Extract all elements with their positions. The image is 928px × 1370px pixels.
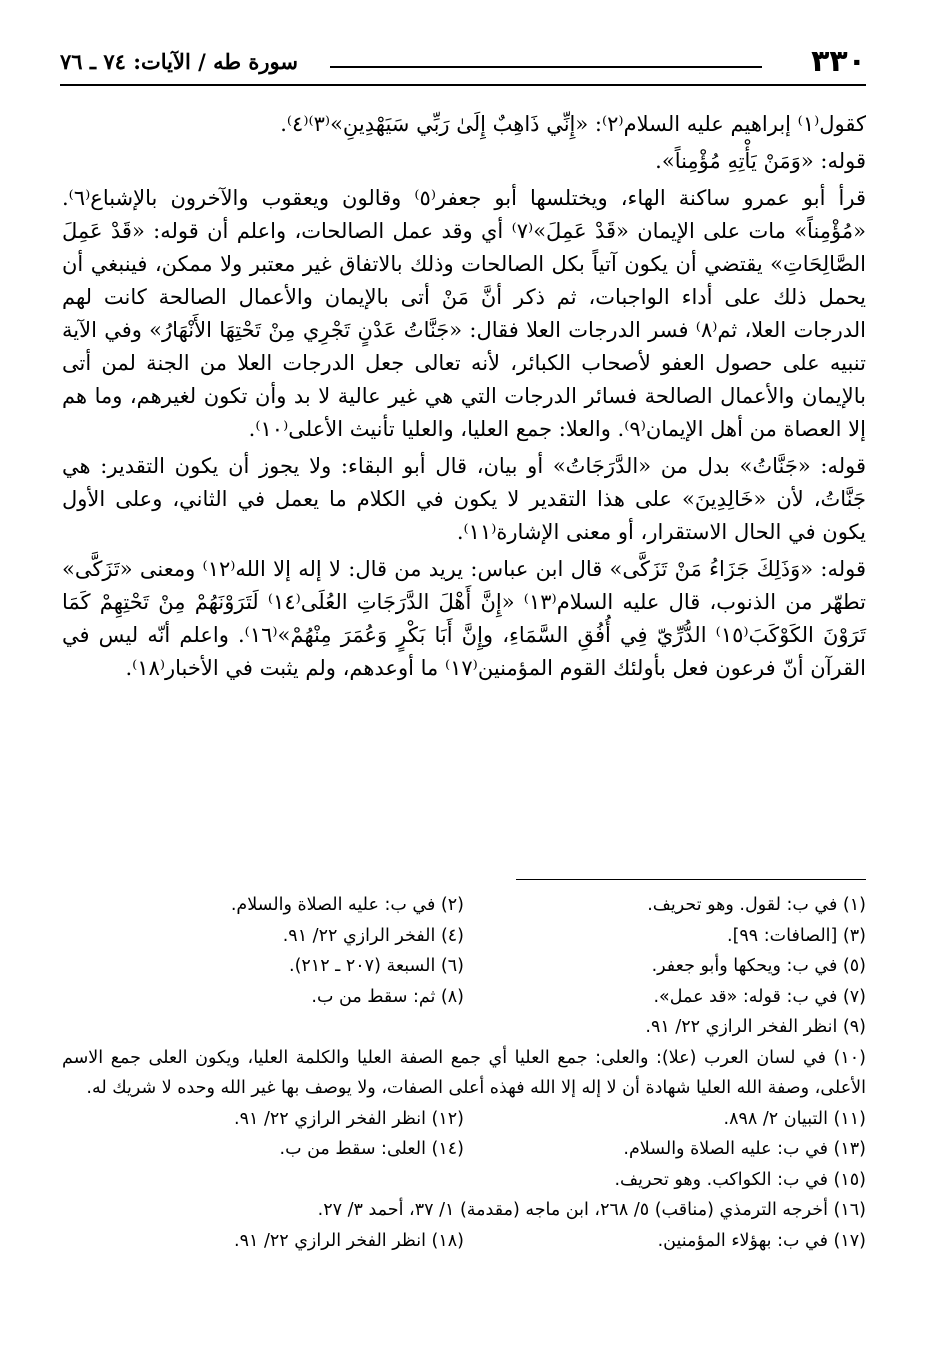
- footnote-1: (١) في ب: لقول. وهو تحريف.: [647, 895, 866, 915]
- footnote-5: (٥) في ب: ويحكها وأبو جعفر.: [651, 956, 866, 976]
- running-title: سورة طه / الآيات: ٧٤ ـ ٧٦: [60, 49, 298, 74]
- footnote-9: (٩) انظر الفخر الرازي ٢٢/ ٩١.: [645, 1017, 866, 1037]
- footnote-separator: [516, 879, 866, 880]
- footnote-row: [62, 951, 866, 982]
- page-number: ٣٣٠: [811, 44, 866, 79]
- footnote-row: [62, 982, 866, 1013]
- footnote-8: (٨) ثم: سقط من ب.: [311, 986, 464, 1007]
- footnote-2: (٢) في ب: عليه الصلاة والسلام.: [230, 895, 464, 915]
- paragraph-2: قوله: «وَمَنْ يَأْتِهِ مُؤْمِناً».: [655, 149, 866, 173]
- main-text: [62, 108, 866, 689]
- footnote-row: [62, 1226, 866, 1257]
- footnote-13: (١٣) في ب: عليه الصلاة والسلام.: [623, 1139, 866, 1159]
- footnote-10: (١٠) في لسان العرب (علا): والعلى: جمع العليا أي جمع الصفة العليا والكلمة العليا، ويكون العلى جمع الاسم الأعلى، وصفة الله العليا شهادة أن لا إله إلا الله فهذه أعلى الصفات، ولا يوصف بها غير الله وحده لا شريك له.: [62, 1047, 866, 1098]
- footnote-17: (١٧) في ب: بهؤلاء المؤمنين.: [657, 1230, 866, 1251]
- paragraph-1: كقول⁽١⁾ إبراهيم عليه السلام⁽٢⁾: «إِنِّي ذَاهِبٌ إِلَىٰ رَبِّي سَيَهْدِينِ»⁽٣⁾⁽٤⁾.: [280, 112, 866, 136]
- paragraph-5: قوله: «وَذَلِكَ جَزَاءُ مَنْ تَزَكَّى» قال ابن عباس: يريد من قال: لا إله إلا الله⁽١٢⁾ ومعنى «تَزَكَّى» تطهّر من الذنوب، قال عليه السلام⁽١٣⁾ «إِنَّ أَهْلَ الدَّرَجَاتِ العُلَى⁽١٤⁾ لَتَرَوْنَهُمْ مِنْ تَحْتِهِمْ كَمَا تَرَوْنَ الكَوْكَبَ⁽١٥⁾ الدُّرِّيّ فِي أُفُقِ السَّمَاءِ، وإِنَّ أَبَا بَكْرٍ وَعُمَرَ مِنْهُمْ»⁽١٦⁾. واعلم أنّه ليس في القرآن أنّ فرعون فعل بأولئك القوم المؤمنين⁽١٧⁾ ما أوعدهم، ولم يثبت في الأخبار⁽١٨⁾.: [62, 557, 866, 680]
- paragraph-3: قرأ أبو عمرو ساكنة الهاء، ويختلسها أبو جعفر⁽٥⁾ وقالون ويعقوب والآخرون بالإشباع⁽٦⁾. «مُؤْمِناً» مات على الإيمان «قَدْ عَمِلَ»⁽٧⁾ أي وقد عمل الصالحات، واعلم أن قوله: «قَدْ عَمِلَ الصَّالِحَاتِ» يقتضي أن يكون آتياً بكل الصالحات وذلك بالاتفاق غير معتبر ولا ممكن، فينبغي أن يحمل ذلك على أداء الواجبات، ثم ذكر أنَّ مَنْ أتى بالإيمان والأعمال الصالحة كانت لهم الدرجات العلا، ثم⁽٨⁾ فسر الدرجات العلا فقال: «جَنَّاتُ عَدْنٍ تَجْرِي مِنْ تَحْتِهَا الأَنْهَارُ» وفي الآية تنبيه على حصول العفو لأصحاب الكبائر، لأنه تعالى جعل الدرجات العلا من الجنة لمن أتى بالإيمان والأعمال الصالحة فسائر الدرجات التي هي غير عالية لا بد وأن تكون لغيرهم، وما هم إلا العصاة من أهل الإيمان⁽٩⁾. والعلا: جمع العليا، والعليا تأنيث الأعلى⁽١٠⁾.: [62, 186, 866, 441]
- footnote-12: (١٢) انظر الفخر الرازي ٢٢/ ٩١.: [234, 1108, 464, 1129]
- footnote-16: (١٦) أخرجه الترمذي (مناقب) ٥/ ٢٦٨، ابن ماجه (مقدمة) ١/ ٣٧، أحمد ٣/ ٢٧.: [317, 1200, 866, 1220]
- footnote-14: (١٤) العلى: سقط من ب.: [279, 1139, 464, 1159]
- page-header: [60, 40, 866, 88]
- paragraph-4: قوله: «جَنَّاتُ» بدل من «الدَّرَجَاتُ» أو بيان، قال أبو البقاء: ولا يجوز أن يكون التقدير: هي جَنَّاتُ، لأن «خَالِدِينَ» على هذا التقدير لا يكون في الكلام ما يعمل في الثاني، وعلى الأول يكون في الحال الاستقرار، أو معنى الإشارة⁽١١⁾.: [62, 454, 866, 544]
- footnote-3: (٣) [الصافات: ٩٩].: [727, 925, 866, 946]
- footnotes: [62, 890, 866, 1256]
- footnote-row: [62, 1134, 866, 1165]
- footnote-4: (٤) الفخر الرازي ٢٢/ ٩١.: [282, 925, 464, 946]
- footnote-15: (١٥) في ب: الكواكب. وهو تحريف.: [614, 1169, 866, 1190]
- header-rule: [330, 66, 762, 68]
- footnote-11: (١١) التبيان ٢/ ٨٩٨.: [723, 1108, 866, 1129]
- header-divider: [60, 84, 866, 86]
- footnote-18: (١٨) انظر الفخر الرازي ٢٢/ ٩١.: [234, 1230, 464, 1251]
- footnote-row: [62, 890, 866, 921]
- footnote-row: [62, 921, 866, 952]
- footnote-6: (٦) السبعة (٢٠٧ ـ ٢١٢).: [289, 956, 464, 976]
- footnote-row: [62, 1104, 866, 1135]
- footnote-7: (٧) في ب: قوله: «قد عمل».: [653, 986, 866, 1007]
